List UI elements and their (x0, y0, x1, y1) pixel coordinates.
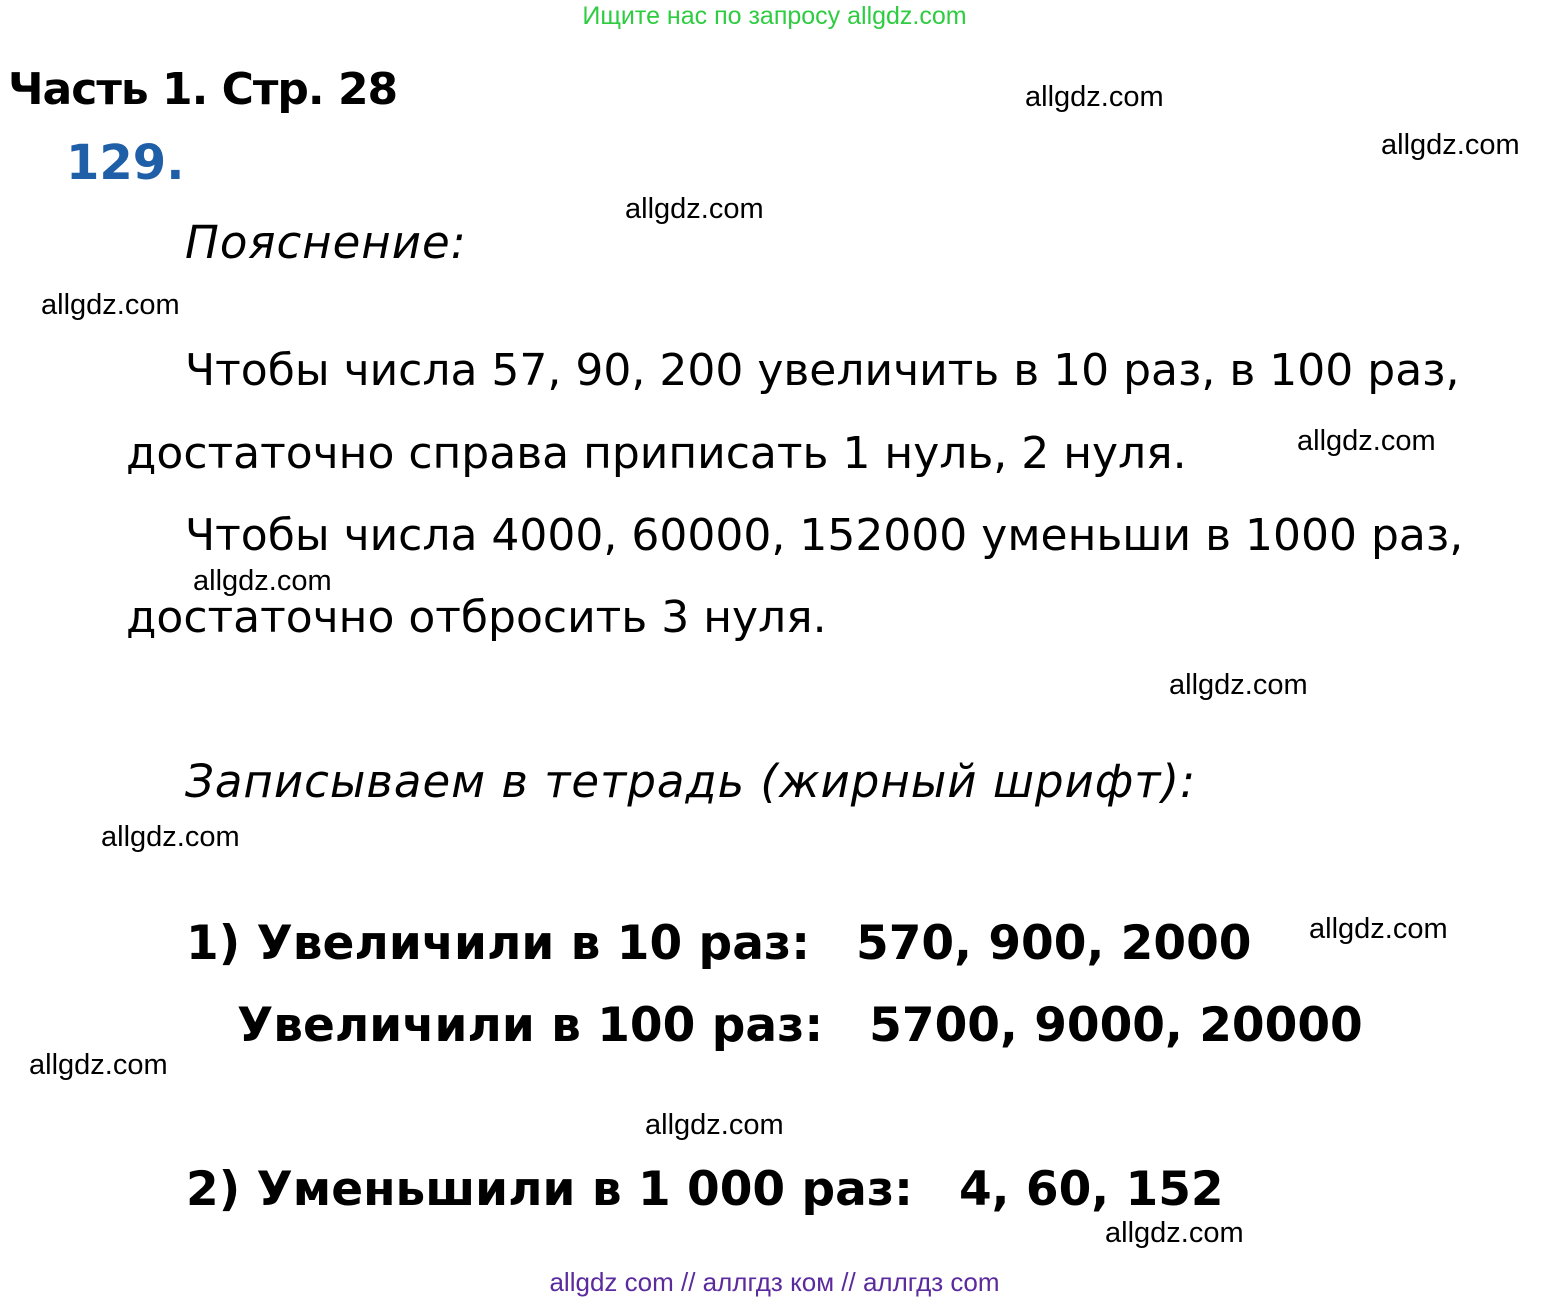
explanation-line: достаточно отбросить 3 нуля. (126, 592, 827, 643)
answer-value: 4, 60, 152 (958, 1162, 1224, 1217)
watermark: allgdz.com (625, 193, 764, 225)
watermark: allgdz.com (1105, 1217, 1244, 1249)
explanation-title: Пояснение: (185, 216, 467, 269)
watermark: allgdz.com (1169, 669, 1308, 701)
answer-line-3 (186, 1162, 1224, 1217)
explanation-line: Чтобы числа 57, 90, 200 увеличить в 10 раз, в 100 раз, (185, 345, 1460, 396)
watermark: allgdz.com (41, 289, 180, 321)
answer-line-1 (186, 916, 1251, 971)
explanation-line: Чтобы числа 4000, 60000, 152000 уменьши в 1000 раз, (185, 510, 1464, 561)
answer-label: Увеличили в 100 раз: (237, 998, 824, 1053)
explanation-line: достаточно справа приписать 1 нуль, 2 нуля. (126, 428, 1187, 479)
answer-line-2 (237, 998, 1363, 1053)
task-number: 129. (66, 135, 185, 191)
answer-value: 570, 900, 2000 (856, 916, 1252, 971)
watermark: allgdz.com (101, 821, 240, 853)
page-heading: Часть 1. Стр. 28 (8, 64, 398, 115)
watermark: allgdz.com (29, 1049, 168, 1081)
bottom-banner: allgdz com // аллгдз ком // аллгдз com (549, 1267, 1000, 1297)
top-banner: Ищите нас по запросу allgdz.com (582, 2, 967, 30)
notebook-title: Записываем в тетрадь (жирный шрифт): (185, 755, 1197, 808)
watermark: allgdz.com (1297, 425, 1436, 457)
watermark: allgdz.com (1309, 913, 1448, 945)
answer-label: 2) Уменьшили в 1 000 раз: (186, 1162, 913, 1217)
answer-label: 1) Увеличили в 10 раз: (186, 916, 811, 971)
watermark: allgdz.com (193, 565, 332, 597)
answer-value: 5700, 9000, 20000 (869, 998, 1363, 1053)
watermark: allgdz.com (1025, 81, 1164, 113)
watermark: allgdz.com (645, 1109, 784, 1141)
watermark: allgdz.com (1381, 129, 1520, 161)
